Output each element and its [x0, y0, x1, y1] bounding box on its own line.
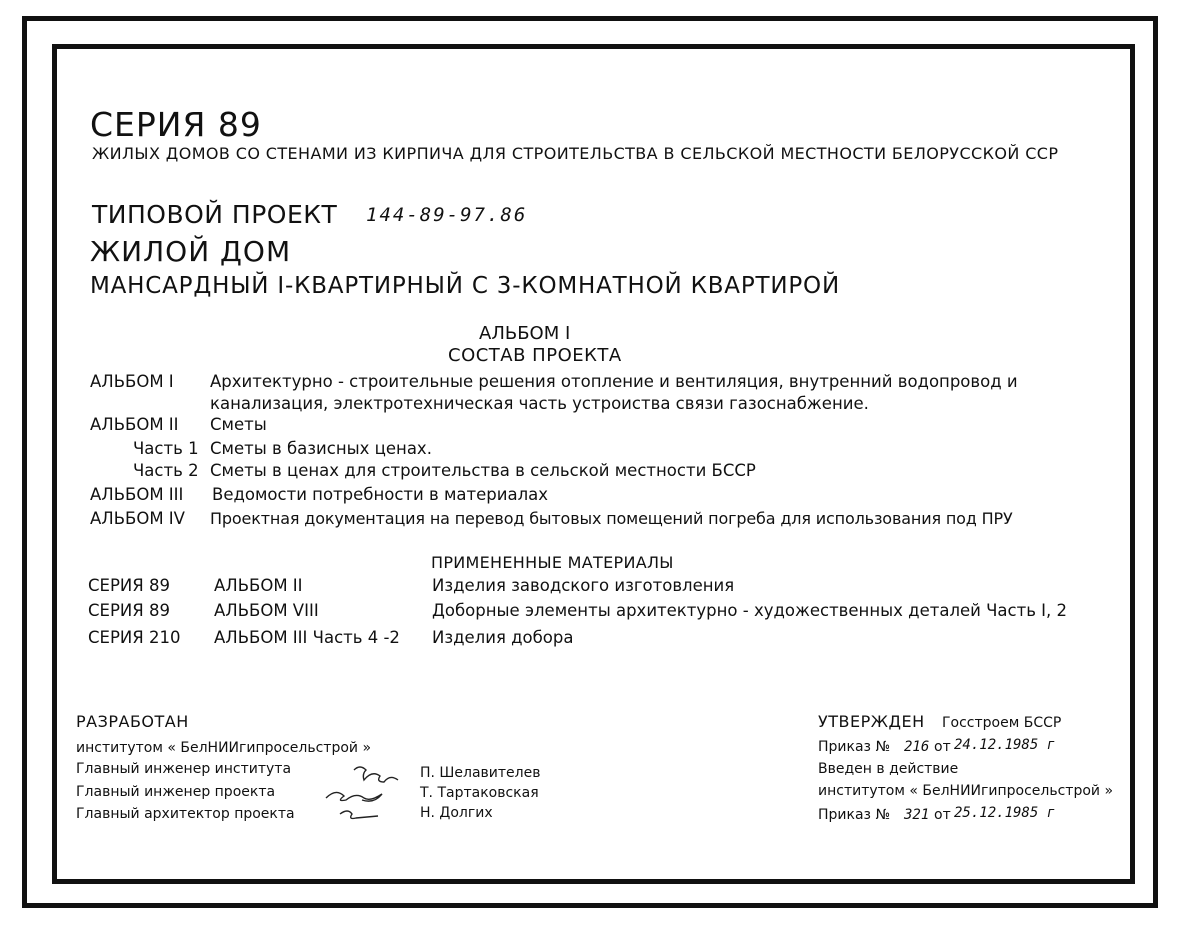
order1-date: 24.12.1985 г — [954, 737, 1056, 753]
material-series: СЕРИЯ 89 — [88, 601, 170, 620]
composition-key: АЛЬБОМ I — [90, 372, 174, 391]
order2-date: 25.12.1985 г — [954, 805, 1056, 821]
person-role: Главный архитектор проекта — [76, 806, 295, 822]
material-album: АЛЬБОМ VIII — [214, 601, 319, 620]
composition-heading: СОСТАВ ПРОЕКТА — [448, 345, 622, 366]
person-name: П. Шелавителев — [420, 765, 541, 781]
approved-by: Госстроем БССР — [942, 715, 1062, 731]
project-name: ЖИЛОЙ ДОМ — [90, 235, 292, 268]
composition-key: АЛЬБОМ III — [90, 485, 184, 504]
project-label: ТИПОВОЙ ПРОЕКТ — [92, 200, 338, 229]
material-album: АЛЬБОМ II — [214, 576, 303, 595]
composition-text: Ведомости потребности в материалах — [212, 485, 549, 504]
material-text: Доборные элементы архитектурно - художественных деталей Часть I, 2 — [432, 601, 1068, 620]
material-series: СЕРИЯ 210 — [88, 628, 181, 647]
person-name: Т. Тартаковская — [420, 785, 539, 801]
approved-heading: УТВЕРЖДЕН — [818, 712, 925, 731]
series-subtitle: ЖИЛЫХ ДОМОВ СО СТЕНАМИ ИЗ КИРПИЧА ДЛЯ СТРОИТЕЛЬСТВА В СЕЛЬСКОЙ МЕСТНОСТИ БЕЛОРУССКОЙ ССР — [92, 144, 1059, 163]
material-text: Изделия добора — [432, 628, 574, 647]
material-text: Изделия заводского изготовления — [432, 576, 735, 595]
project-description: МАНСАРДНЫЙ I-КВАРТИРНЫЙ С 3-КОМНАТНОЙ КВАРТИРОЙ — [90, 273, 840, 299]
order1-number: 216 — [904, 739, 930, 755]
order1-label: Приказ № — [818, 739, 891, 755]
composition-key: АЛЬБОМ II — [90, 415, 179, 434]
materials-heading: ПРИМЕНЕННЫЕ МАТЕРИАЛЫ — [431, 553, 674, 572]
composition-text: Архитектурно - строительные решения отопление и вентиляция, внутренний водопровод и — [210, 372, 1018, 391]
composition-text: Сметы в базисных ценах. — [210, 439, 432, 458]
approved-institute: институтом « БелНИИгипросельстрой » — [818, 783, 1114, 799]
composition-key: АЛЬБОМ IV — [90, 509, 185, 528]
person-role: Главный инженер института — [76, 761, 292, 777]
composition-text: Сметы — [210, 415, 267, 434]
composition-text: Сметы в ценах для строительства в сельской местности БССР — [210, 461, 756, 480]
composition-text: Проектная документация на перевод бытовых помещений погреба для использования под ПРУ — [210, 509, 1013, 528]
composition-key: Часть 1 — [133, 439, 199, 458]
introduced-label: Введен в действие — [818, 761, 959, 777]
order2-from: от — [934, 807, 951, 823]
composition-text: канализация, электротехническая часть устроиства связи газоснабжение. — [210, 394, 869, 413]
album-heading: АЛЬБОМ I — [479, 323, 571, 344]
signatures — [320, 756, 420, 826]
order2-label: Приказ № — [818, 807, 891, 823]
material-album: АЛЬБОМ III Часть 4 -2 — [214, 628, 400, 647]
developed-heading: РАЗРАБОТАН — [76, 712, 189, 731]
material-series: СЕРИЯ 89 — [88, 576, 170, 595]
order1-from: от — [934, 739, 951, 755]
person-role: Главный инженер проекта — [76, 784, 276, 800]
composition-key: Часть 2 — [133, 461, 199, 480]
developed-institute: институтом « БелНИИгипросельстрой » — [76, 740, 372, 756]
series-title: СЕРИЯ 89 — [90, 105, 262, 144]
order2-number: 321 — [904, 807, 930, 823]
person-name: Н. Долгих — [420, 805, 493, 821]
project-number: 144-89-97.86 — [366, 204, 528, 226]
